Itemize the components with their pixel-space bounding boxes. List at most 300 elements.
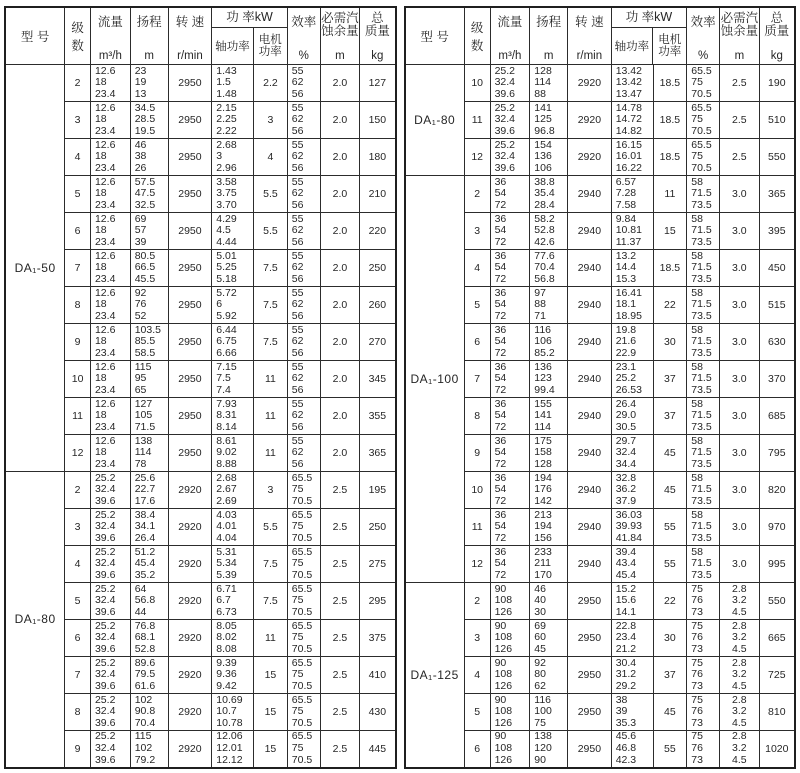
cell-flow — [490, 65, 530, 102]
cell-head-value: 68.1 — [134, 631, 156, 644]
cell-flow — [490, 657, 530, 694]
cell-flow-value: 39.6 — [94, 679, 116, 692]
cell-stage: 6 — [464, 731, 490, 768]
cell-npsh-value: 3.2 — [732, 741, 747, 754]
cell-head-value: 45.4 — [134, 557, 156, 570]
cell-flow-value: 90 — [494, 619, 507, 632]
cell-npsh: 2.5 — [320, 472, 360, 509]
cell-shaft-power-value: 10.78 — [216, 716, 243, 729]
cell-stage: 4 — [65, 546, 91, 583]
cell-flow-value: 12.6 — [94, 249, 116, 262]
cell-flow-value: 25.2 — [494, 138, 515, 151]
cell-head — [130, 472, 168, 509]
cell-head — [530, 583, 568, 620]
cell-flow-value: 12.6 — [94, 286, 116, 299]
cell-model: DA₁-80 — [5, 472, 65, 768]
cell-efficiency — [687, 213, 720, 250]
cell-speed: 2950 — [168, 102, 212, 139]
cell-stage: 7 — [464, 361, 490, 398]
cell-mass: 260 — [360, 287, 396, 324]
cell-head — [130, 324, 168, 361]
cell-efficiency-value: 70.5 — [691, 161, 712, 174]
cell-motor-power: 11 — [254, 398, 288, 435]
cell-efficiency-value: 62 — [291, 224, 304, 237]
cell-efficiency — [287, 176, 320, 213]
cell-head-value: 40 — [534, 594, 546, 607]
cell-shaft-power-value: 32.8 — [615, 471, 637, 484]
cell-efficiency — [687, 324, 720, 361]
cell-efficiency-value: 73.5 — [691, 420, 712, 433]
cell-shaft-power-value: 13.42 — [615, 76, 642, 89]
cell-head-value: 61.6 — [134, 679, 156, 692]
cell-head-value: 69 — [534, 619, 546, 632]
cell-head-value: 106 — [534, 161, 552, 174]
power-label: 功 率kW — [212, 8, 286, 28]
cell-stage: 8 — [65, 694, 91, 731]
cell-head-value: 39 — [134, 235, 147, 248]
cell-npsh-value: 4.5 — [732, 642, 747, 655]
cell-flow-value: 12.6 — [94, 360, 116, 373]
cell-head — [530, 361, 568, 398]
cell-flow — [90, 546, 130, 583]
cell-motor-power: 37 — [653, 361, 687, 398]
cell-npsh — [720, 620, 760, 657]
cell-stage: 11 — [464, 509, 490, 546]
cell-efficiency-value: 56 — [291, 124, 304, 137]
cell-efficiency — [287, 620, 320, 657]
cell-shaft-power-value: 14.4 — [615, 261, 637, 274]
cell-motor-power: 5.5 — [254, 509, 288, 546]
cell-shaft-power-value: 5.01 — [216, 249, 237, 262]
cell-shaft-power — [212, 176, 254, 213]
cell-mass: 295 — [360, 583, 396, 620]
col-header-head — [530, 7, 568, 65]
cell-motor-power: 22 — [653, 583, 687, 620]
cell-shaft-power-value: 7.93 — [216, 397, 237, 410]
cell-shaft-power — [611, 324, 653, 361]
cell-head-value: 233 — [534, 545, 552, 558]
cell-head-value: 35.2 — [134, 568, 156, 581]
cell-mass: 275 — [360, 546, 396, 583]
cell-stage: 11 — [65, 398, 91, 435]
cell-efficiency-value: 73 — [691, 753, 703, 766]
cell-stage: 8 — [65, 287, 91, 324]
cell-motor-power: 22 — [653, 287, 687, 324]
cell-flow-value: 108 — [494, 741, 513, 754]
cell-flow — [490, 250, 530, 287]
cell-flow-value: 72 — [494, 383, 507, 396]
cell-efficiency — [287, 139, 320, 176]
cell-head-value: 46 — [134, 138, 147, 151]
cell-shaft-power-value: 5.72 — [216, 286, 237, 299]
stages-header-label: 级数 — [71, 21, 84, 53]
cell-shaft-power-value: 14.82 — [615, 124, 642, 137]
cell-head-value: 106 — [534, 335, 552, 348]
cell-head-value: 116 — [534, 693, 552, 706]
cell-head-value: 158 — [534, 446, 552, 459]
cell-flow-value: 36 — [494, 545, 507, 558]
cell-shaft-power-value: 41.84 — [615, 531, 642, 544]
cell-npsh: 2.0 — [320, 213, 360, 250]
col-header-speed — [168, 7, 212, 65]
cell-speed: 2920 — [168, 731, 212, 768]
cell-motor-power: 7.5 — [254, 287, 288, 324]
cell-stage: 7 — [65, 250, 91, 287]
cell-head — [530, 250, 568, 287]
cell-flow-value: 18 — [94, 446, 107, 459]
cell-head — [530, 102, 568, 139]
cell-shaft-power-value: 16.01 — [615, 150, 642, 163]
cell-mass: 510 — [759, 102, 795, 139]
cell-flow-value: 12.6 — [94, 175, 116, 188]
cell-head-value: 13 — [134, 87, 147, 100]
cell-flow-value: 32.4 — [494, 150, 515, 163]
cell-efficiency-value: 55 — [291, 360, 304, 373]
cell-efficiency-value: 55 — [291, 323, 304, 336]
cell-flow-value: 39.6 — [94, 531, 116, 544]
cell-flow-value: 126 — [494, 605, 513, 618]
cell-head-value: 51.2 — [134, 545, 156, 558]
motor-label-line1: 电机 — [258, 34, 282, 46]
pump-spec-table-left — [4, 6, 397, 769]
cell-mass: 630 — [759, 324, 795, 361]
cell-speed: 2940 — [568, 287, 612, 324]
cell-shaft-power-value: 37.9 — [615, 494, 637, 507]
cell-head-value: 56.8 — [134, 594, 156, 607]
cell-speed: 2950 — [568, 620, 612, 657]
cell-shaft-power-value: 4.03 — [216, 508, 237, 521]
cell-efficiency-value: 58 — [691, 212, 703, 225]
cell-stage: 5 — [65, 583, 91, 620]
cell-head-value: 89.6 — [134, 656, 156, 669]
power-label: 功 率kW — [612, 8, 687, 28]
cell-stage: 11 — [464, 102, 490, 139]
col-header-mass — [759, 7, 795, 65]
cell-head-value: 77.6 — [534, 249, 555, 262]
cell-head-value: 170 — [534, 568, 552, 581]
cell-flow-value: 12.6 — [94, 434, 116, 447]
cell-npsh-value: 3.2 — [732, 631, 747, 644]
cell-flow-value: 54 — [494, 187, 507, 200]
cell-stage: 12 — [464, 139, 490, 176]
shaft-power-label: 轴功率 — [215, 41, 250, 53]
cell-shaft-power-value: 6.75 — [216, 335, 237, 348]
cell-flow-value: 90 — [494, 656, 507, 669]
cell-efficiency-value: 70.5 — [291, 605, 313, 618]
cell-efficiency — [287, 731, 320, 768]
cell-npsh-value: 4.5 — [732, 716, 747, 729]
cell-shaft-power-value: 29.7 — [615, 434, 637, 447]
cell-shaft-power-value: 10.69 — [216, 693, 243, 706]
stages-header-label: 级数 — [470, 21, 484, 53]
cell-head-value: 34.5 — [134, 101, 156, 114]
cell-efficiency — [287, 287, 320, 324]
cell-efficiency — [687, 176, 720, 213]
cell-efficiency-value: 71.5 — [691, 446, 712, 459]
cell-shaft-power — [611, 102, 653, 139]
cell-flow — [490, 583, 530, 620]
cell-speed: 2940 — [568, 509, 612, 546]
cell-efficiency-value: 58 — [691, 545, 703, 558]
cell-stage: 8 — [464, 398, 490, 435]
cell-head-value: 70.4 — [534, 261, 555, 274]
cell-motor-power: 5.5 — [254, 213, 288, 250]
cell-shaft-power — [611, 361, 653, 398]
cell-shaft-power-value: 39.4 — [615, 545, 637, 558]
cell-shaft-power-value: 16.22 — [615, 161, 642, 174]
cell-efficiency-value: 55 — [291, 434, 304, 447]
cell-shaft-power-value: 2.68 — [216, 471, 237, 484]
cell-shaft-power-value: 9.39 — [216, 656, 237, 669]
cell-npsh: 3.0 — [720, 250, 760, 287]
cell-head-value: 90 — [534, 753, 546, 766]
cell-head-value: 102 — [134, 693, 153, 706]
cell-head-value: 26 — [134, 161, 147, 174]
cell-shaft-power-value: 2.67 — [216, 483, 237, 496]
cell-efficiency — [687, 361, 720, 398]
cell-mass: 150 — [360, 102, 396, 139]
cell-shaft-power-value: 3 — [216, 150, 223, 163]
cell-head-value: 58.5 — [134, 346, 156, 359]
cell-shaft-power — [212, 435, 254, 472]
cell-flow-value: 36 — [494, 249, 507, 262]
cell-efficiency-value: 75 — [291, 483, 304, 496]
cell-head-value: 99.4 — [534, 383, 555, 396]
cell-head — [130, 546, 168, 583]
cell-shaft-power-value: 2.69 — [216, 494, 237, 507]
cell-flow-value: 25.2 — [94, 619, 116, 632]
cell-shaft-power-value: 30.4 — [615, 656, 637, 669]
cell-flow-value: 72 — [494, 272, 507, 285]
cell-motor-power: 11 — [254, 620, 288, 657]
cell-flow-value: 32.4 — [494, 113, 515, 126]
cell-efficiency-value: 75 — [291, 668, 304, 681]
mass-label: 总 质量 — [764, 10, 790, 38]
cell-model: DA₁-80 — [405, 65, 465, 176]
cell-mass: 550 — [759, 139, 795, 176]
col-header-flow — [90, 7, 130, 65]
cell-stage: 10 — [65, 361, 91, 398]
cell-flow-value: 23.4 — [94, 87, 116, 100]
cell-efficiency-value: 76 — [691, 594, 703, 607]
pump-spec-table-right — [404, 6, 797, 769]
cell-shaft-power-value: 23.1 — [615, 360, 637, 373]
cell-head — [130, 176, 168, 213]
cell-head-value: 116 — [534, 323, 552, 336]
cell-efficiency-value: 58 — [691, 508, 703, 521]
head-label: 扬程 — [136, 14, 162, 29]
cell-efficiency-value: 73.5 — [691, 346, 712, 359]
cell-flow-value: 39.6 — [94, 753, 116, 766]
cell-head-value: 92 — [134, 286, 147, 299]
cell-shaft-power-value: 32.4 — [615, 446, 637, 459]
cell-flow-value: 32.4 — [94, 483, 116, 496]
cell-efficiency-value: 55 — [291, 101, 304, 114]
cell-shaft-power — [611, 250, 653, 287]
cell-shaft-power-value: 3.75 — [216, 187, 237, 200]
cell-head-value: 138 — [134, 434, 153, 447]
cell-efficiency — [687, 657, 720, 694]
cell-stage: 5 — [464, 694, 490, 731]
cell-npsh — [720, 583, 760, 620]
cell-head-value: 76 — [134, 298, 147, 311]
cell-head-value: 75 — [534, 716, 546, 729]
cell-efficiency — [687, 694, 720, 731]
cell-head-value: 71.5 — [134, 420, 156, 433]
cell-motor-power: 7.5 — [254, 546, 288, 583]
cell-efficiency-value: 71.5 — [691, 335, 712, 348]
cell-mass: 195 — [360, 472, 396, 509]
cell-shaft-power-value: 15.2 — [615, 582, 637, 595]
cell-shaft-power-value: 7.58 — [615, 198, 637, 211]
cell-shaft-power-value: 5.31 — [216, 545, 237, 558]
cell-flow-value: 18 — [94, 298, 107, 311]
cell-shaft-power — [212, 583, 254, 620]
cell-flow-value: 32.4 — [94, 668, 116, 681]
cell-stage: 2 — [65, 472, 91, 509]
cell-head-value: 155 — [534, 397, 552, 410]
cell-flow-value: 23.4 — [94, 235, 116, 248]
cell-flow-value: 36 — [494, 434, 507, 447]
cell-efficiency-value: 73.5 — [691, 457, 712, 470]
cell-flow — [90, 139, 130, 176]
cell-flow — [90, 361, 130, 398]
cell-flow-value: 12.6 — [94, 212, 116, 225]
cell-head — [130, 65, 168, 102]
cell-efficiency — [287, 361, 320, 398]
cell-speed: 2940 — [568, 398, 612, 435]
cell-flow-value: 23.4 — [94, 420, 116, 433]
cell-motor-power: 5.5 — [254, 176, 288, 213]
cell-flow — [490, 398, 530, 435]
cell-npsh: 2.5 — [320, 509, 360, 546]
cell-flow — [490, 324, 530, 361]
cell-motor-power: 37 — [653, 398, 687, 435]
cell-efficiency-value: 55 — [291, 64, 304, 77]
cell-head-value: 88 — [534, 87, 546, 100]
cell-head-value: 56.8 — [534, 272, 555, 285]
cell-shaft-power — [611, 509, 653, 546]
cell-efficiency-value: 65.5 — [691, 64, 712, 77]
cell-shaft-power-value: 6.71 — [216, 582, 237, 595]
cell-motor-power: 55 — [653, 509, 687, 546]
cell-shaft-power-value: 1.48 — [216, 87, 237, 100]
cell-flow-value: 18 — [94, 409, 107, 422]
cell-head-value: 80.5 — [134, 249, 156, 262]
cell-flow-value: 18 — [94, 113, 107, 126]
cell-shaft-power — [212, 731, 254, 768]
cell-efficiency-value: 75 — [691, 619, 703, 632]
cell-mass: 270 — [360, 324, 396, 361]
cell-efficiency — [687, 250, 720, 287]
cell-motor-power: 30 — [653, 620, 687, 657]
cell-npsh: 2.0 — [320, 287, 360, 324]
cell-npsh-value: 2.8 — [732, 619, 747, 632]
flow-unit: m³/h — [98, 49, 122, 62]
cell-head-value: 78 — [134, 457, 147, 470]
cell-head — [130, 583, 168, 620]
cell-shaft-power-value: 5.34 — [216, 557, 237, 570]
cell-flow-value: 32.4 — [494, 76, 515, 89]
flow-label: 流量 — [97, 14, 123, 29]
cell-shaft-power-value: 5.39 — [216, 568, 237, 581]
cell-shaft-power — [212, 250, 254, 287]
cell-efficiency-value: 75 — [691, 113, 703, 126]
cell-flow — [90, 176, 130, 213]
eff-unit: % — [298, 49, 309, 62]
cell-shaft-power — [212, 102, 254, 139]
col-header-stages — [65, 7, 91, 65]
cell-head-value: 71 — [534, 309, 546, 322]
cell-shaft-power-value: 6.44 — [216, 323, 237, 336]
npsh-label: 必需汽 蚀余量 — [321, 10, 359, 38]
cell-shaft-power-value: 6.7 — [216, 594, 231, 607]
cell-head — [130, 213, 168, 250]
speed-label: 转 速 — [175, 14, 205, 29]
motor-label-line2: 功率 — [258, 46, 282, 58]
cell-motor-power: 3 — [254, 472, 288, 509]
cell-npsh: 3.0 — [720, 213, 760, 250]
cell-npsh: 2.5 — [720, 65, 760, 102]
flow-unit: m³/h — [498, 49, 522, 62]
cell-shaft-power-value: 16.15 — [615, 138, 642, 151]
cell-flow — [490, 361, 530, 398]
cell-flow-value: 23.4 — [94, 124, 116, 137]
cell-head — [130, 435, 168, 472]
cell-npsh: 3.0 — [720, 324, 760, 361]
cell-flow-value: 23.4 — [94, 457, 116, 470]
cell-stage: 3 — [65, 102, 91, 139]
cell-efficiency-value: 62 — [291, 335, 304, 348]
cell-flow-value: 39.6 — [494, 161, 515, 174]
cell-motor-power: 3 — [254, 102, 288, 139]
cell-flow-value: 54 — [494, 372, 507, 385]
cell-head-value: 88 — [534, 298, 546, 311]
cell-flow — [490, 102, 530, 139]
cell-flow-value: 25.2 — [94, 582, 116, 595]
cell-speed: 2920 — [168, 472, 212, 509]
cell-head-value: 28.5 — [134, 113, 156, 126]
cell-flow-value: 36 — [494, 508, 507, 521]
cell-mass: 725 — [759, 657, 795, 694]
col-header-head — [130, 7, 168, 65]
cell-shaft-power-value: 7.5 — [216, 372, 231, 385]
cell-efficiency-value: 70.5 — [691, 124, 712, 137]
cell-head-value: 46 — [534, 582, 546, 595]
cell-head-value: 26.4 — [134, 531, 156, 544]
cell-efficiency-value: 70.5 — [291, 753, 313, 766]
col-header-npsh — [320, 7, 360, 65]
cell-shaft-power-value: 12.01 — [216, 741, 243, 754]
cell-head-value: 65 — [134, 383, 147, 396]
cell-efficiency-value: 55 — [291, 249, 304, 262]
cell-head-value: 80 — [534, 668, 546, 681]
cell-efficiency — [287, 102, 320, 139]
cell-head-value: 176 — [534, 483, 552, 496]
cell-stage: 3 — [464, 213, 490, 250]
cell-head-value: 103.5 — [134, 323, 161, 336]
cell-flow-value: 72 — [494, 346, 507, 359]
cell-efficiency-value: 58 — [691, 286, 703, 299]
cell-flow-value: 126 — [494, 679, 513, 692]
cell-efficiency-value: 75 — [291, 705, 304, 718]
cell-flow — [90, 694, 130, 731]
cell-shaft-power-value: 1.43 — [216, 64, 237, 77]
cell-flow-value: 32.4 — [94, 520, 116, 533]
cell-stage: 9 — [65, 731, 91, 768]
col-header-model — [405, 7, 465, 65]
cell-efficiency-value: 75 — [691, 150, 703, 163]
